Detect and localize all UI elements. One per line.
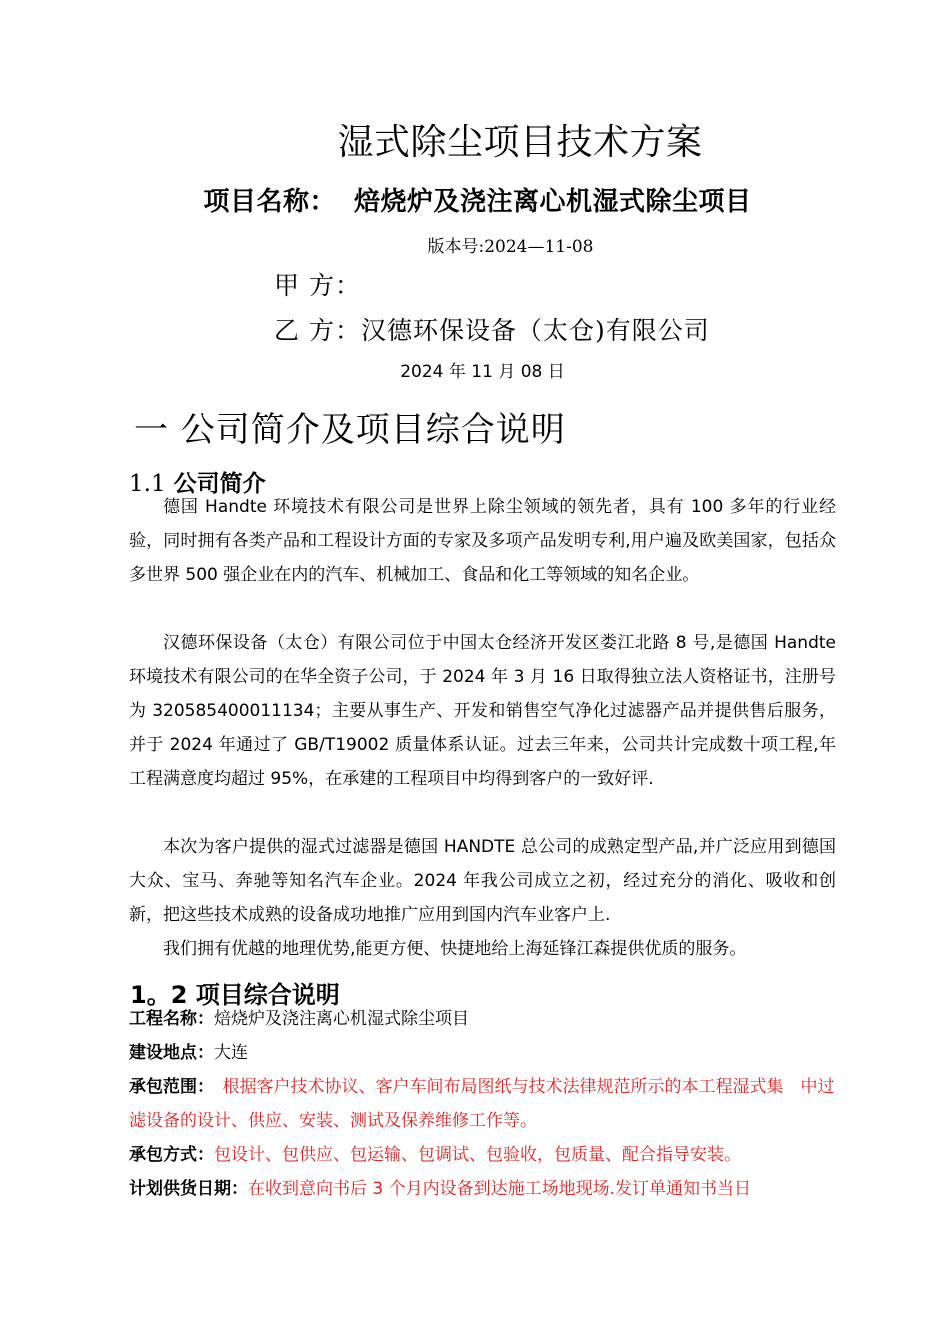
item-value: 在收到意向书后 3 个月内设备到达施工场地现场.发订单通知书当日 (248, 1179, 752, 1199)
project-item (129, 1070, 839, 1138)
item-label: 建设地点： (129, 1043, 214, 1063)
item-value: 焙烧炉及浇注离心机湿式除尘项目 (214, 1009, 469, 1029)
section-heading: 一 公司简介及项目综合说明 (134, 410, 566, 450)
document-date: 2024 年 11 月 08 日 (400, 362, 565, 382)
item-label: 承包范围： (129, 1077, 206, 1097)
item-value: 根据客户技术协议、客户车间布局图纸与技术法律规范所示的本工程湿式集 中过滤设备的设计、供应、安装、测试及保养维修工作等。 (129, 1077, 835, 1131)
paragraph: 我们拥有优越的地理优势,能更方便、快捷地给上海延锋江森提供优质的服务。 (163, 939, 747, 959)
project-item (129, 1172, 839, 1206)
project-item (129, 1138, 839, 1172)
item-label: 计划供货日期： (129, 1179, 248, 1199)
document-title: 湿式除尘项目技术方案 (337, 122, 703, 163)
item-value: 大连 (214, 1043, 248, 1063)
paragraph: 德国 Handte 环境技术有限公司是世界上除尘领域的领先者，具有 100 多年的行业经验，同时拥有各类产品和工程设计方面的专家及多项产品发明专利,用户遍及欧美国家，包括众多世界 500 强企业在内的汽车、机械加工、食品和化工等领域的知名企业。 (129, 497, 836, 585)
version-number: 版本号:2024—11-08 (427, 237, 594, 257)
subsection-number: 1.1 (129, 471, 166, 497)
project-item (129, 1036, 839, 1070)
subsection-heading-project: 1。2 项目综合说明 (130, 981, 340, 1009)
project-name-line (0, 181, 950, 218)
item-value: 包设计、包供应、包运输、包调试、包验收，包质量、配合指导安装。 (214, 1145, 741, 1165)
party-b: 乙 方：汉德环保设备（太仓)有限公司 (274, 316, 710, 345)
item-label: 承包方式： (129, 1145, 214, 1165)
item-label: 工程名称： (129, 1009, 214, 1029)
subsection-title: 公司简介 (173, 471, 266, 497)
project-name: 焙烧炉及浇注离心机湿式除尘项目 (354, 187, 752, 217)
paragraph: 汉德环保设备（太仓）有限公司位于中国太仓经济开发区娄江北路 8 号,是德国 Handte 环境技术有限公司的在华全资子公司，于 2024 年 3 月 16 日取得独立法人资格证书，注册号为 320585400011134；主要从事生产、开发和销售空气净化过滤器产品并提供售后服务，并于 2024 年通过了 GB/T19002 质量体系认证。过去三年来，公司共计完成数十项工程,年工程满意度均超过 95%，在承建的工程项目中均得到客户的一致好评. (129, 633, 836, 789)
project-label: 项目名称： (203, 187, 336, 217)
project-item (129, 1002, 839, 1036)
paragraph: 本次为客户提供的湿式过滤器是德国 HANDTE 总公司的成熟定型产品,并广泛应用到德国大众、宝马、奔驰等知名汽车企业。2024 年我公司成立之初，经过充分的消化、吸收和创新，把这些技术成熟的设备成功地推广应用到国内汽车业客户上. (129, 837, 836, 925)
party-a: 甲 方： (274, 271, 361, 300)
